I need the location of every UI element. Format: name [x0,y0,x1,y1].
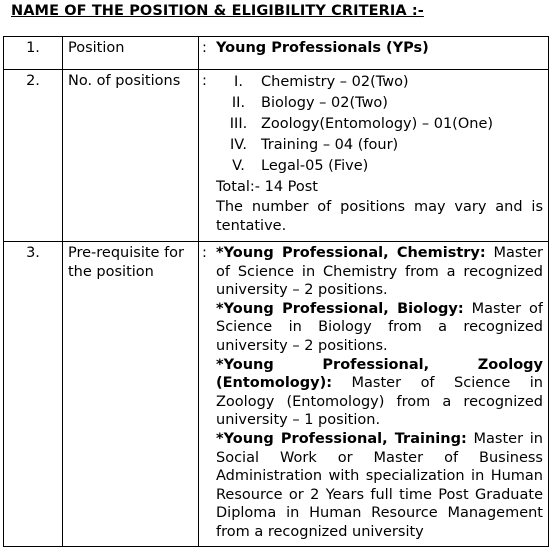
row-label: No. of positions [63,70,199,242]
positions-content [212,70,549,242]
position-value: Young Professionals (YPs) [212,37,549,70]
list-text: Zoology(Entomology) – 01(One) [261,116,494,132]
paragraph-text: Master of Science in Biology from a recognized university – 2 positions. [216,300,543,354]
list-item [216,72,543,93]
list-numeral: I. [234,74,243,90]
row-colon: : [199,70,213,242]
prerequisite-chemistry [216,244,543,300]
list-numeral: II. [231,95,246,111]
row-label: Pre-requisite for the position [63,242,199,547]
row-colon: : [199,37,213,70]
list-numeral: V. [232,158,245,174]
list-text: Legal-05 (Five) [261,158,369,174]
paragraph-title: *Young Professional, Zoology (Entomology): [216,356,543,392]
eligibility-table [3,36,549,547]
list-text: Training – 04 (four) [261,137,399,153]
paragraph-title: *Young Professional, Chemistry: [216,245,486,261]
list-item [216,93,543,114]
paragraph-title: *Young Professional, Training: [216,430,467,447]
prerequisite-content [212,242,549,547]
prerequisite-training [216,430,543,542]
row-number: 2. [4,70,63,242]
row-number: 3. [4,242,63,547]
paragraph-text: Master of Science in Chemistry from a recognized university – 2 positions. [216,245,543,299]
list-text: Biology – 02(Two) [261,95,388,111]
paragraph-text: Master of Science in Zoology (Entomology) from a recognized university – 1 position. [216,375,543,429]
row-number: 1. [4,37,63,70]
prerequisite-zoology [216,356,543,430]
positions-note: The number of positions may vary and is tentative. [216,199,543,234]
list-item [216,114,543,135]
list-item [216,135,543,156]
paragraph-title: *Young Professional, Biology: [216,300,464,317]
list-text: Chemistry – 02(Two) [261,74,409,90]
row-label: Position [63,37,199,70]
list-numeral: III. [229,116,248,132]
table-row [4,70,549,242]
positions-total: Total:- 14 Post [216,179,318,195]
row-colon: : [199,242,213,547]
prerequisite-biology [216,300,543,356]
list-item [216,156,543,177]
table-row [4,37,549,70]
page-heading: NAME OF THE POSITION & ELIGIBILITY CRITERIA :- [11,3,424,19]
list-numeral: IV. [230,137,247,153]
positions-list [216,72,543,177]
table-row [4,242,549,547]
paragraph-text: Master in Social Work or Master of Business Administration with specialization in Human Resource or 2 Years full time Post Graduate Diploma in Human Resource Management from a recognized university [216,430,543,540]
